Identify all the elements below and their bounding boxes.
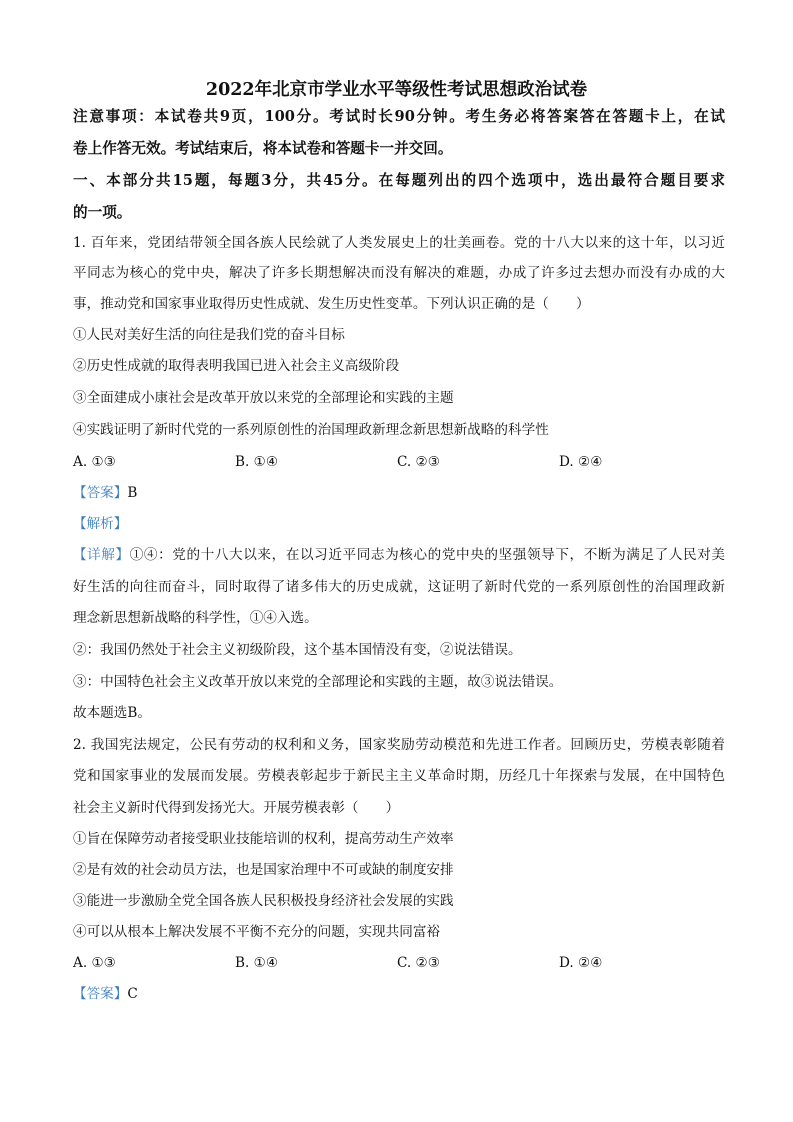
q1-detail: 故本题选B。 (73, 705, 151, 721)
q1-item: ②历史性成就的取得表明我国已进入社会主义高级阶段 (73, 358, 400, 374)
q1-item: ④实践证明了新时代党的一系列原创性的治国理政新理念新思想新战略的科学性 (73, 422, 549, 438)
q1-detail: ②：我国仍然处于社会主义初级阶段，这个基本国情没有变，②说法错误。 (73, 642, 522, 658)
q1-item: ①人民对美好生活的向往是我们党的奋斗目标 (73, 327, 345, 343)
answer-label: 【答案】 (73, 485, 128, 501)
option-d: D. ②④ (559, 955, 603, 971)
option-b: B. ①④ (235, 454, 279, 470)
option-b: B. ①④ (235, 955, 279, 971)
q2-answer (73, 985, 725, 1003)
answer-value: C (127, 986, 138, 1002)
q1-answer (73, 484, 725, 502)
option-c: C. ②③ (397, 454, 440, 470)
q2-stem: 党和国家事业的发展而发展。劳模表彰起步于新民主主义革命时期，历经几十年探索与发展，在中国特色 (73, 768, 725, 784)
q1-detail: ③：中国特色社会主义改革开放以来党的全部理论和实践的主题，故③说法错误。 (73, 674, 563, 690)
notice-line: 卷上作答无效。考试结束后，将本试卷和答题卡一并交回。 (73, 140, 453, 157)
q2-item: ①旨在保障劳动者接受职业技能培训的权利，提高劳动生产效率 (73, 831, 454, 847)
page-title: 2022年北京市学业水平等级性考试思想政治试卷 (205, 80, 588, 100)
analysis-label: 【解析】 (73, 516, 128, 532)
option-d: D. ②④ (559, 454, 603, 470)
q1-stem: 事，推动党和国家事业取得历史性成就、发生历史性变革。下列认识正确的是（ ） (73, 296, 590, 312)
q1-detail: 好生活的向往而奋斗，同时取得了诸多伟大的历史成就，这证明了新时代党的一系列原创性的治国理政新 (73, 579, 725, 595)
answer-value: B (127, 485, 138, 501)
q1-detail: 理念新思想新战略的科学性，①④入选。 (73, 610, 318, 626)
option-c: C. ②③ (397, 955, 440, 971)
detail-label: 【详解】 (73, 547, 130, 563)
detail-text: ①④：党的十八大以来，在以习近平同志为核心的党中央的坚强领导下，不断为满足了人民对美 (129, 547, 725, 563)
answer-label: 【答案】 (73, 986, 128, 1002)
q2-item: ④可以从根本上解决发展不平衡不充分的问题，实现共同富裕 (73, 924, 441, 940)
q1-detail (73, 546, 725, 564)
q2-stem: 社会主义新时代得到发扬光大。开展劳模表彰（ ） (73, 800, 400, 816)
q2-item: ②是有效的社会动员方法，也是国家治理中不可或缺的制度安排 (73, 862, 454, 878)
section-heading: 一、本部分共15题，每题3分，共45分。在每题列出的四个选项中，选出最符合题目要求 (73, 172, 725, 189)
section-heading: 的一项。 (73, 204, 132, 221)
option-a: A. ①③ (73, 955, 116, 971)
option-a: A. ①③ (73, 454, 116, 470)
q2-stem: 2. 我国宪法规定，公民有劳动的权利和义务，国家奖励劳动模范和先进工作者。回顾历史，劳模表彰随着 (73, 737, 725, 753)
q2-item: ③能进一步激励全党全国各族人民积极投身经济社会发展的实践 (73, 893, 454, 909)
q1-item: ③全面建成小康社会是改革开放以来党的全部理论和实践的主题 (73, 390, 454, 406)
notice-line: 注意事项：本试卷共9页，100分。考试时长90分钟。考生务必将答案答在答题卡上，在试 (73, 108, 725, 125)
q1-stem: 1. 百年来，党团结带领全国各族人民绘就了人类发展史上的壮美画卷。党的十八大以来的这十年，以习近 (73, 235, 725, 251)
q1-stem: 平同志为核心的党中央，解决了许多长期想解决而没有解决的难题，办成了许多过去想办而没有办成的大 (73, 265, 725, 281)
